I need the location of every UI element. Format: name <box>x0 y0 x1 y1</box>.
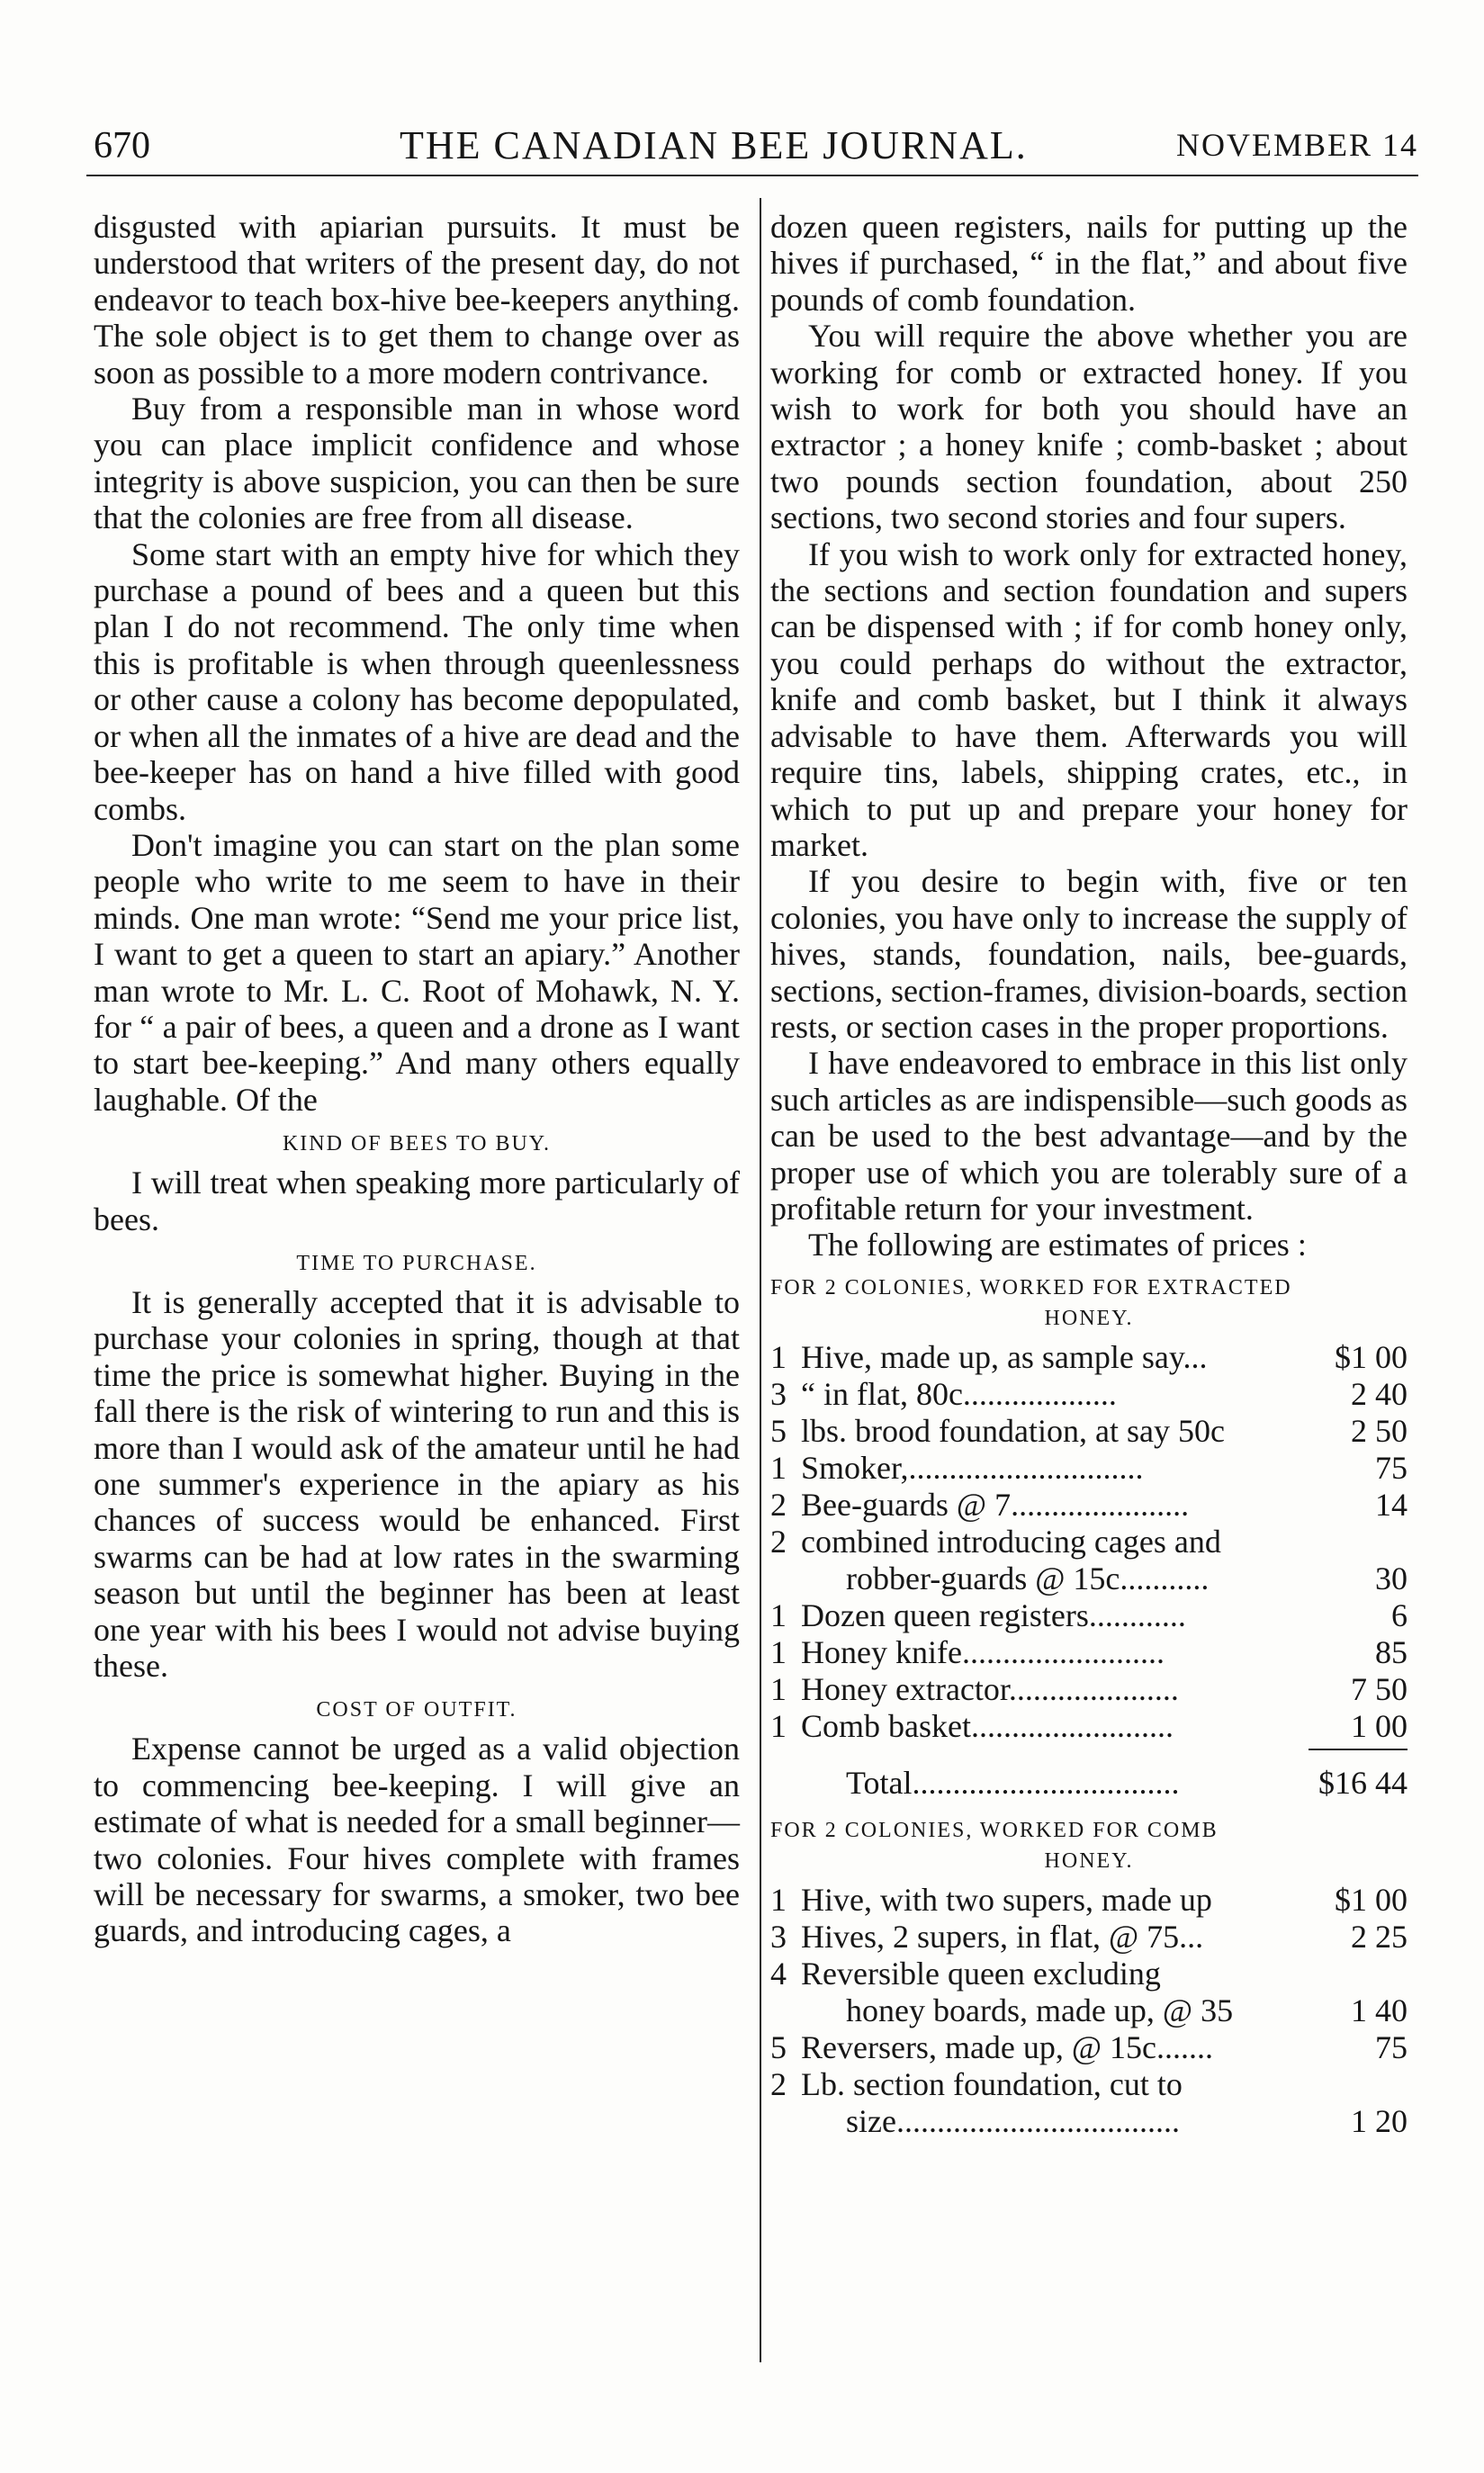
item-description: Hive, with two supers, made up <box>801 1881 1212 1918</box>
column-divider <box>760 198 761 2362</box>
item-price: 6 <box>1391 1596 1408 1633</box>
extracted-total-row <box>770 1759 1408 1806</box>
price-list-item <box>770 1413 1408 1450</box>
item-description: Hive, made up, as sample say... <box>801 1338 1208 1375</box>
price-list-heading-extracted: FOR 2 COLONIES, WORKED FOR EXTRACTED <box>770 1275 1292 1299</box>
paragraph: I will treat when speaking more particularly of bees. <box>94 1165 740 1237</box>
item-price: 7 50 <box>1351 1670 1408 1707</box>
paragraph: If you wish to work only for extracted honey, the sections and section foundation and supers can be dispensed with ; if for comb honey only, you could perhaps do without the extractor, knife and comb basket, but I think it always advisable to have them. Afterwards you will require tins, labels, shipping crates, etc., in which to put up and prepare your honey for market. <box>770 535 1408 863</box>
item-price: $1 00 <box>1335 1881 1408 1918</box>
paragraph: It is generally accepted that it is advisable to purchase your colonies in spring, though at that time the price is somewhat higher. Buying in the fall there is the risk of wintering to run and this is more than I would ask of the amateur until he had one summer's experience in the apiary as his chances of success would be enhanced. First swarms can be had at low rates in the swarming season but until the beginner has been at least one year with his bees I would not advise buying these. <box>94 1283 740 1685</box>
price-list-item <box>770 2029 1408 2066</box>
item-description: Bee-guards @ 7...................... <box>801 1486 1190 1523</box>
item-price: 30 <box>1375 1560 1408 1596</box>
price-list-item <box>770 2066 1408 2103</box>
extracted-price-list <box>770 1339 1408 1745</box>
item-quantity: 1 <box>770 1338 787 1375</box>
item-quantity: 1 <box>770 1707 787 1744</box>
paragraph: Some start with an empty hive for which they purchase a pound of bees and a queen but this plan I do not recommend. The only time when this is profitable is when through queenlessness or other cause a colony has become depopulated, or when all the inmates of a hive are dead and the bee-keeper has on hand a hive filled with good combs. <box>94 535 740 827</box>
price-list-item <box>770 1524 1408 1560</box>
page-header <box>86 119 1418 176</box>
item-description: “ in flat, 80c................... <box>801 1375 1117 1412</box>
paragraph: Buy from a responsible man in whose word you can place implicit confidence and whose integrity is above suspicion, you can then be sure that the colonies are free from all disease. <box>94 391 740 536</box>
item-price: 2 40 <box>1351 1375 1408 1412</box>
item-price: 2 25 <box>1351 1918 1408 1955</box>
journal-title: THE CANADIAN BEE JOURNAL. <box>400 123 1028 167</box>
price-list-item <box>770 2103 1408 2140</box>
item-description: Smoker,............................. <box>801 1449 1144 1486</box>
price-list-item <box>770 1560 1408 1597</box>
item-price: 85 <box>1375 1633 1408 1670</box>
item-description: Honey knife......................... <box>801 1633 1165 1670</box>
paragraph: Expense cannot be urged as a valid objection to commencing bee-keeping. I will give an estimate of what is needed for a small beginner—two colonies. Four hives complete with frames will be necessary for swarms, a smoker, two bee guards, and introducing cages, a <box>94 1731 740 1949</box>
price-list-item <box>770 1956 1408 1992</box>
price-list-item <box>770 1450 1408 1487</box>
item-price: 1 00 <box>1351 1707 1408 1744</box>
price-list-item <box>770 1634 1408 1671</box>
paragraph: The following are estimates of prices : <box>808 1227 1307 1263</box>
item-description: Reversible queen excluding <box>801 1955 1161 1992</box>
item-quantity: 1 <box>770 1881 787 1918</box>
item-quantity: 4 <box>770 1955 787 1992</box>
section-heading-time-to-purchase: TIME TO PURCHASE. <box>296 1251 537 1275</box>
item-description: lbs. brood foundation, at say 50c <box>801 1412 1225 1449</box>
item-price: 14 <box>1375 1486 1408 1523</box>
item-quantity: 5 <box>770 2028 787 2065</box>
item-price: $1 00 <box>1335 1338 1408 1375</box>
item-description: Comb basket......................... <box>801 1707 1174 1744</box>
price-list-item <box>770 1339 1408 1376</box>
paragraph: disgusted with apiarian pursuits. It must be understood that writers of the present day, do not endeavor to teach box-hive bee-keepers anything. The sole object is to get them to change over as soon as possible to a more modern contrivance. <box>94 209 740 391</box>
item-description: size................................... <box>846 2102 1180 2139</box>
item-quantity: 1 <box>770 1449 787 1486</box>
item-price: 1 20 <box>1351 2102 1408 2139</box>
section-heading-cost-of-outfit: COST OF OUTFIT. <box>316 1698 517 1722</box>
price-list-heading-comb-honey: HONEY. <box>1044 1848 1134 1873</box>
item-description: Honey extractor..................... <box>801 1670 1179 1707</box>
item-description: Lb. section foundation, cut to <box>801 2065 1183 2102</box>
item-price: 1 40 <box>1351 1992 1408 2028</box>
item-quantity: 3 <box>770 1375 787 1412</box>
section-heading-kind-of-bees: KIND OF BEES TO BUY. <box>282 1132 552 1156</box>
item-quantity: 2 <box>770 1486 787 1523</box>
paragraph: If you desire to begin with, five or ten colonies, you have only to increase the supply of hives, stands, foundation, nails, bee-guards, sections, section-frames, division-boards, section rests, or section cases in the proper proportions. <box>770 863 1408 1045</box>
price-list-item <box>770 1376 1408 1413</box>
paragraph: I have endeavored to embrace in this list only such articles as are indispensible—such goods as can be used to the best advantage—and by the proper use of which you are tolerably sure of a profitable return for your investment. <box>770 1045 1408 1227</box>
price-list-item <box>770 1992 1408 2029</box>
item-description: Reversers, made up, @ 15c....... <box>801 2028 1214 2065</box>
issue-date: NOVEMBER 14 <box>1175 127 1418 163</box>
item-quantity: 2 <box>770 2065 787 2102</box>
item-quantity: 1 <box>770 1670 787 1707</box>
item-price: 75 <box>1375 2028 1408 2065</box>
item-price: 75 <box>1375 1449 1408 1486</box>
price-list-heading-extracted-honey: HONEY. <box>1044 1306 1134 1330</box>
item-description: honey boards, made up, @ 35 <box>846 1992 1234 2028</box>
total-rule <box>1309 1749 1408 1750</box>
price-list-item <box>770 1919 1408 1956</box>
total-price: $16 44 <box>1318 1764 1408 1801</box>
item-description: Dozen queen registers............ <box>801 1596 1186 1633</box>
left-column <box>94 209 740 1949</box>
price-list-item <box>770 1708 1408 1745</box>
item-quantity: 1 <box>770 1633 787 1670</box>
item-quantity: 2 <box>770 1523 787 1560</box>
item-description: robber-guards @ 15c........... <box>846 1560 1210 1596</box>
price-list-item <box>770 1487 1408 1524</box>
item-description: Hives, 2 supers, in flat, @ 75... <box>801 1918 1204 1955</box>
comb-price-list <box>770 1882 1408 2140</box>
paragraph: Don't imagine you can start on the plan some people who write to me seem to have in their minds. One man wrote: “Send me your price list, I want to get a queen to start an apiary.” Another man wrote to Mr. L. C. Root of Mohawk, N. Y. for “ a pair of bees, a queen and a drone as I want to start bee-keeping.” And many others equally laughable. Of the <box>94 826 740 1118</box>
item-quantity: 1 <box>770 1596 787 1633</box>
paragraph: dozen queen registers, nails for putting up the hives if purchased, “ in the flat,” and about five pounds of comb foundation. <box>770 209 1408 318</box>
total-label: Total................................. <box>846 1764 1180 1801</box>
item-quantity: 5 <box>770 1412 787 1449</box>
item-description: combined introducing cages and <box>801 1523 1221 1560</box>
right-column <box>770 209 1408 2140</box>
page-number: 670 <box>94 125 150 166</box>
paragraph: You will require the above whether you are working for comb or extracted honey. If you wish to work for both you should have an extractor ; a honey knife ; comb-basket ; about two pounds section foundation, about 250 sections, two second stories and four supers. <box>770 318 1408 536</box>
price-list-item <box>770 1882 1408 1919</box>
price-list-item <box>770 1597 1408 1634</box>
item-quantity: 3 <box>770 1918 787 1955</box>
price-list-heading-comb: FOR 2 COLONIES, WORKED FOR COMB <box>770 1818 1219 1842</box>
item-price: 2 50 <box>1351 1412 1408 1449</box>
price-list-item <box>770 1671 1408 1708</box>
